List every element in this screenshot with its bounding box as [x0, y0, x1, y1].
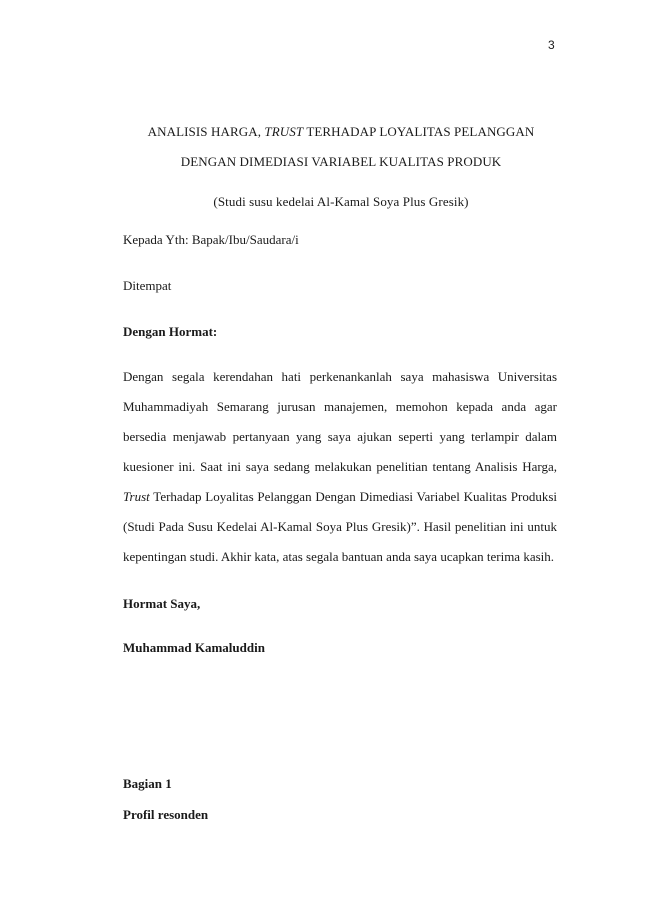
body-line-7: kepentingan studi. Akhir kata, atas segala bantuan anda saya ucapkan terima kasih.: [123, 549, 555, 564]
title-trust: TRUST: [264, 124, 304, 139]
subtitle: (Studi susu kedelai Al-Kamal Soya Plus Gresik): [213, 194, 469, 209]
title-line-2: DENGAN DIMEDIASI VARIABEL KUALITAS PRODUK: [180, 154, 502, 169]
body-line-3: bersedia menjawab pertanyaan yang saya ajukan seperti yang terlampir dalam: [123, 429, 557, 444]
body-line-5-rest: Terhadap Loyalitas Pelanggan Dengan Dimediasi Variabel Kualitas Produksi: [149, 489, 557, 504]
body-line-4: kuesioner ini. Saat ini saya sedang melakukan penelitian tentang Analisis Harga,: [123, 459, 557, 474]
section-subheading: Profil resonden: [123, 807, 209, 822]
section-heading: Bagian 1: [123, 776, 172, 791]
title-prefix: ANALISIS HARGA,: [147, 124, 265, 139]
signer-name: Muhammad Kamaluddin: [123, 640, 265, 655]
place-line: Ditempat: [123, 278, 172, 293]
closing: Hormat Saya,: [123, 596, 201, 611]
title-suffix: TERHADAP LOYALITAS PELANGGAN: [303, 124, 535, 139]
body-line-5: [123, 489, 557, 505]
body-line-2: Muhammadiyah Semarang jurusan manajemen, memohon kepada anda agar: [123, 399, 557, 414]
body-line-1: Dengan segala kerendahan hati perkenankanlah saya mahasiswa Universitas: [123, 369, 557, 384]
title-line-1: [0, 124, 650, 140]
recipient-line: Kepada Yth: Bapak/Ibu/Saudara/i: [123, 232, 299, 247]
body-trust: Trust: [123, 489, 150, 504]
page-number: 3: [548, 38, 555, 52]
body-line-6: (Studi Pada Susu Kedelai Al-Kamal Soya Plus Gresik)”. Hasil penelitian ini untuk: [123, 519, 557, 534]
greeting: Dengan Hormat:: [123, 324, 218, 339]
